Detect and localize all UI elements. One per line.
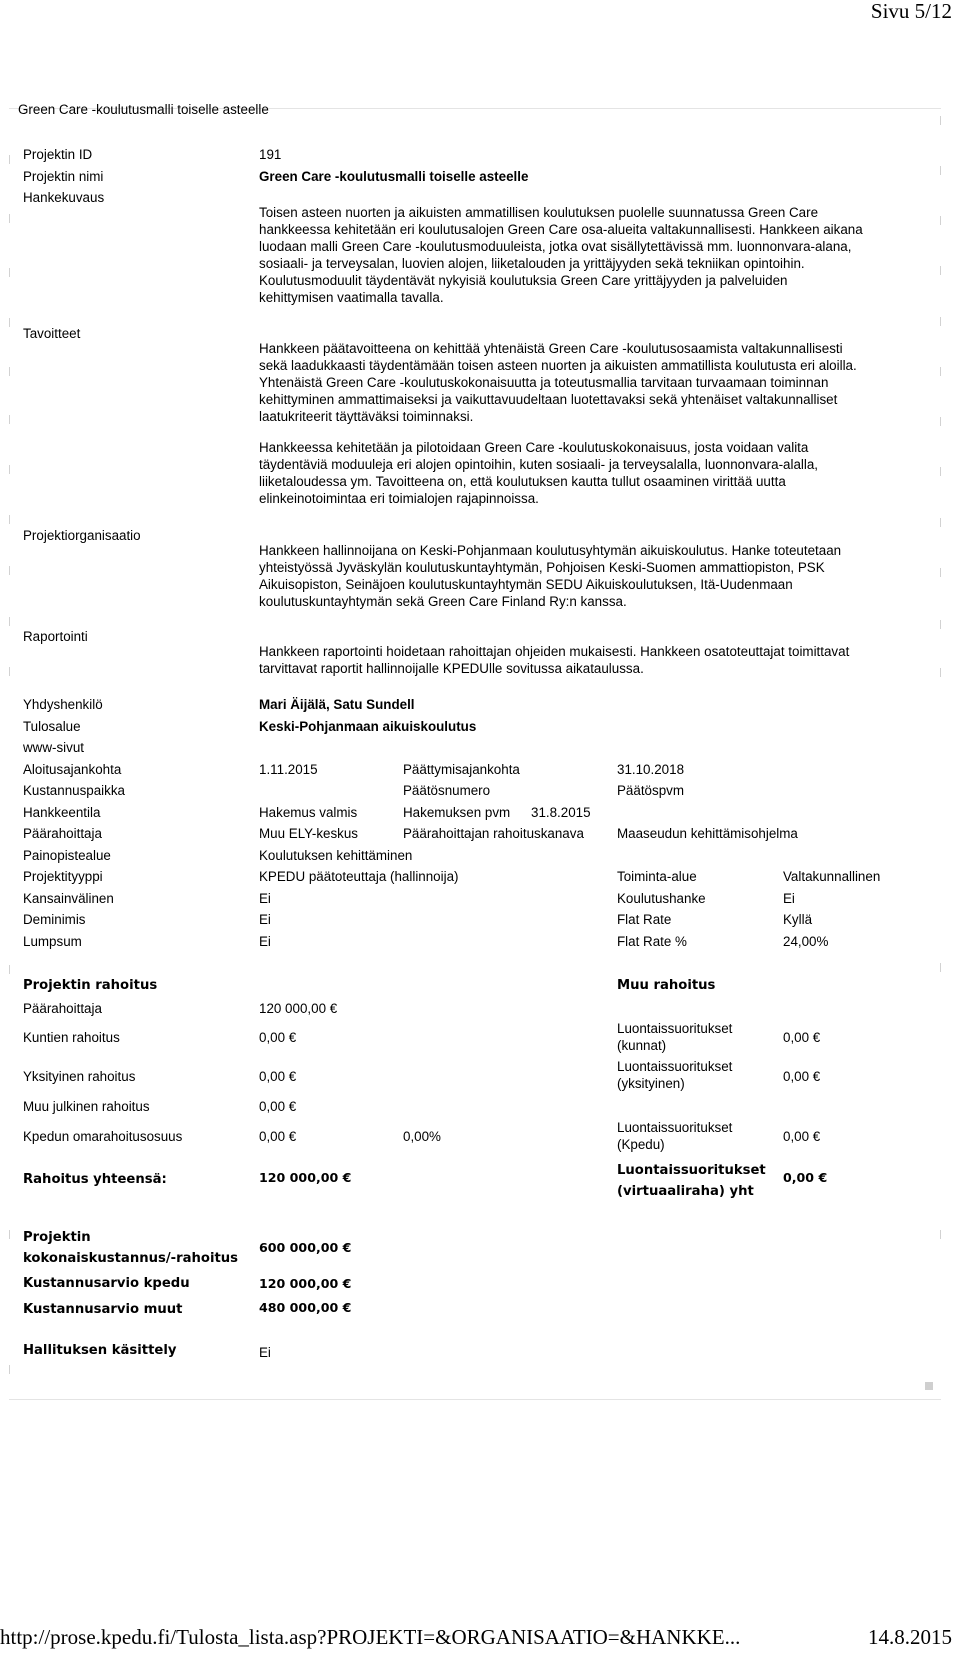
paatospvm-label: Päätöspvm: [617, 783, 684, 798]
kustannusarvio-kpedu-label: Kustannusarvio kpedu: [23, 1276, 190, 1291]
tavoitteet-text-1: Hankkeen päätavoitteena on kehittää yhtenäistä Green Care -koulutusosaamista valtakunnallisesti sekä laadukkaasti täydentämään toisen asteen nuorten ja aikuisten ammatillista koulutusta eri aloilla. Yhtenäistä Green Care -koulutuskokonaisuutta ja toteutusmallia tarvitaan turvaamaan toiminnan kehittyminen ammattimaiseksi ja vaikuttavuudeltaan luotettavaksi sekä yhtenäiset valtakunnalliset laatukriteerit täyttäväksi toiminnaksi.: [259, 341, 857, 424]
projektin-nimi-label: Projektin nimi: [23, 169, 104, 184]
projektiorganisaatio-text: Hankkeen hallinnoijana on Keski-Pohjanmaan koulutusyhtymän aikuiskoulutus. Hanke toteutetaan yhteistyössä Jyväskylän koulutuskuntayhtymän, Pohjoisen Keski-Suomen ammattiopiston, PSK Aikuisopiston, Seinäjoen koulutuskuntayhtymän SEDU Aikuiskoulutuksen, Itä-Uudenmaan koulutuskuntayhtymän sekä Green Care Finland Ry:n kanssa.: [259, 543, 842, 609]
hallituksen-kasittely-value: Ei: [259, 1345, 271, 1360]
aloitus-value: 1.11.2015: [259, 762, 318, 777]
hallituksen-kasittely-label: Hallituksen käsittely: [23, 1343, 177, 1358]
tavoitteet-text-2: Hankkeessa kehitetään ja pilotoidaan Green Care -koulutuskokonaisuus, josta voidaan valita täydentäviä moduuleja eri alojen opintoihin, kuten sosiaali- ja terveysalalla, luonnonvara-alalla, liiketaloudessa ym. Tavoitteena on, että koulutuksen kautta tullut osaaminen virittää uutta elinkeinotoimintaa eri toimialojen rajapinnoissa.: [259, 440, 819, 506]
deminimis-value: Ei: [259, 912, 271, 927]
hankkeentila-value: Hakemus valmis: [259, 805, 358, 820]
yhdyshenkilo-label: Yhdyshenkilö: [23, 697, 103, 712]
projektityyppi-value: KPEDU päätoteuttaja (hallinnoija): [259, 869, 459, 884]
paattyminen-value: 31.10.2018: [617, 762, 685, 777]
kansainvalinen-value: Ei: [259, 891, 271, 906]
painopistealue-value: Koulutuksen kehittäminen: [259, 848, 413, 863]
paarahoittaja-label: Päärahoittaja: [23, 826, 102, 841]
luontais-kunnat-label: Luontaissuoritukset (kunnat): [617, 1021, 733, 1053]
hakemuksen-pvm-label: Hakemuksen pvm: [403, 805, 511, 820]
raportointi-label: Raportointi: [23, 629, 88, 644]
raportointi-text: Hankkeen raportointi hoidetaan rahoittajan ohjeiden mukaisesti. Hankkeen osatoteuttajat toimittavat tarvittavat raportit hallinnoijalle KPEDUlle sovitussa aikataulussa.: [259, 644, 850, 676]
footer-date: 14.8.2015: [868, 1625, 952, 1649]
toiminta-alue-value: Valtakunnallinen: [783, 869, 881, 884]
kuntien-rahoitus-label: Kuntien rahoitus: [23, 1030, 120, 1045]
tulosalue-label: Tulosalue: [23, 719, 81, 734]
luontais-kunnat-value: 0,00 €: [783, 1030, 821, 1045]
kansainvalinen-label: Kansainvälinen: [23, 891, 114, 906]
luontais-virtuaali-value: 0,00 €: [783, 1170, 828, 1185]
paarahoittaja-value: Muu ELY-keskus: [259, 826, 358, 841]
hakemuksen-pvm-value: 31.8.2015: [531, 805, 591, 820]
projektin-id-label: Projektin ID: [23, 147, 93, 162]
kustannusarvio-muut-value: 480 000,00 €: [259, 1300, 352, 1315]
flat-rate-pct-label: Flat Rate %: [617, 934, 687, 949]
toiminta-alue-label: Toiminta-alue: [617, 869, 697, 884]
rahoitus-paarahoittaja-label: Päärahoittaja: [23, 1001, 102, 1016]
painopistealue-label: Painopistealue: [23, 848, 111, 863]
paattyminen-label: Päättymisajankohta: [403, 762, 520, 777]
luontais-yksityinen-value: 0,00 €: [783, 1069, 821, 1084]
muu-julkinen-label: Muu julkinen rahoitus: [23, 1099, 150, 1114]
paatosnumero-label: Päätösnumero: [403, 783, 491, 798]
lumpsum-value: Ei: [259, 934, 271, 949]
hankekuvaus-text: Toisen asteen nuorten ja aikuisten ammatillisen koulutuksen puolelle suunnatussa Green Care hankkeessa kehitetään eri koulutusalojen Green Care osa-alueita valtakunnallisesti. Hankkeen aikana luodaan malli Green Care -koulutusmoduuleista, jotka ovat sisällytettävissä mm. luonnonvara-alana, sosiaali- ja terveysalan, luovien alojen, liiketalouden ja yrittäjyyden sekä tekniikan opintoihin. Koulutusmoduulit täydentävät nykyisiä koulutuksia Green Care yrittäjyyden ja palveluiden kehittymisen vaatimalla tavalla.: [259, 205, 863, 305]
kustannuspaikka-label: Kustannuspaikka: [23, 783, 125, 798]
koulutushanke-value: Ei: [783, 891, 795, 906]
rahoitus-yhteensa-label: Rahoitus yhteensä:: [23, 1172, 167, 1187]
koulutushanke-label: Koulutushanke: [617, 891, 706, 906]
www-label: www-sivut: [23, 740, 85, 755]
muu-rahoitus-title: Muu rahoitus: [617, 978, 716, 993]
luontais-kpedu-label: Luontaissuoritukset (Kpedu): [617, 1120, 733, 1152]
projektiorganisaatio-label: Projektiorganisaatio: [23, 528, 141, 543]
flat-rate-value: Kyllä: [783, 912, 813, 927]
yksityinen-rahoitus-label: Yksityinen rahoitus: [23, 1069, 136, 1084]
projektin-nimi-value: Green Care -koulutusmalli toiselle asteelle: [259, 169, 529, 184]
footer-url: http://prose.kpedu.fi/Tulosta_lista.asp?PROJEKTI=&ORGANISAATIO=&HANKKE...: [0, 1625, 741, 1649]
rahoitus-title: Projektin rahoitus: [23, 978, 158, 993]
kpedu-omarahoitus-percent: 0,00%: [403, 1129, 441, 1144]
kustannusarvio-muut-label: Kustannusarvio muut: [23, 1302, 183, 1317]
yhdyshenkilo-value: Mari Äijälä, Satu Sundell: [259, 697, 415, 712]
luontais-yksityinen-label: Luontaissuoritukset (yksityinen): [617, 1059, 733, 1091]
flat-rate-pct-value: 24,00%: [783, 934, 829, 949]
kokonaiskustannus-value: 600 000,00 €: [259, 1240, 352, 1255]
rahoituskanava-label: Päärahoittajan rahoituskanava: [403, 826, 584, 841]
tulosalue-value: Keski-Pohjanmaan aikuiskoulutus: [259, 719, 477, 734]
flat-rate-label: Flat Rate: [617, 912, 672, 927]
projektin-id-value: 191: [259, 147, 282, 162]
projektityyppi-label: Projektityyppi: [23, 869, 103, 884]
kpedu-omarahoitus-label: Kpedun omarahoitusosuus: [23, 1129, 183, 1144]
hankkeentila-label: Hankkeentila: [23, 805, 101, 820]
kpedu-omarahoitus-value: 0,00 €: [259, 1129, 297, 1144]
page-number: Sivu 5/12: [870, 0, 952, 23]
lumpsum-label: Lumpsum: [23, 934, 82, 949]
rahoitus-yhteensa-value: 120 000,00 €: [259, 1170, 352, 1185]
kustannusarvio-kpedu-value: 120 000,00 €: [259, 1276, 352, 1291]
kokonaiskustannus-label: Projektin kokonaiskustannus/-rahoitus: [23, 1230, 239, 1266]
muu-julkinen-value: 0,00 €: [259, 1099, 297, 1114]
luontais-kpedu-value: 0,00 €: [783, 1129, 821, 1144]
deminimis-label: Deminimis: [23, 912, 86, 927]
hankekuvaus-label: Hankekuvaus: [23, 190, 105, 205]
aloitus-label: Aloitusajankohta: [23, 762, 122, 777]
kuntien-rahoitus-value: 0,00 €: [259, 1030, 297, 1045]
section-title: Green Care -koulutusmalli toiselle asteelle: [18, 102, 269, 117]
rahoituskanava-value: Maaseudun kehittämisohjelma: [617, 826, 798, 841]
tavoitteet-label: Tavoitteet: [23, 326, 81, 341]
rahoitus-paarahoittaja-value: 120 000,00 €: [259, 1001, 338, 1016]
yksityinen-rahoitus-value: 0,00 €: [259, 1069, 297, 1084]
luontais-virtuaali-label: Luontaissuoritukset (virtuaaliraha) yht: [617, 1163, 766, 1199]
